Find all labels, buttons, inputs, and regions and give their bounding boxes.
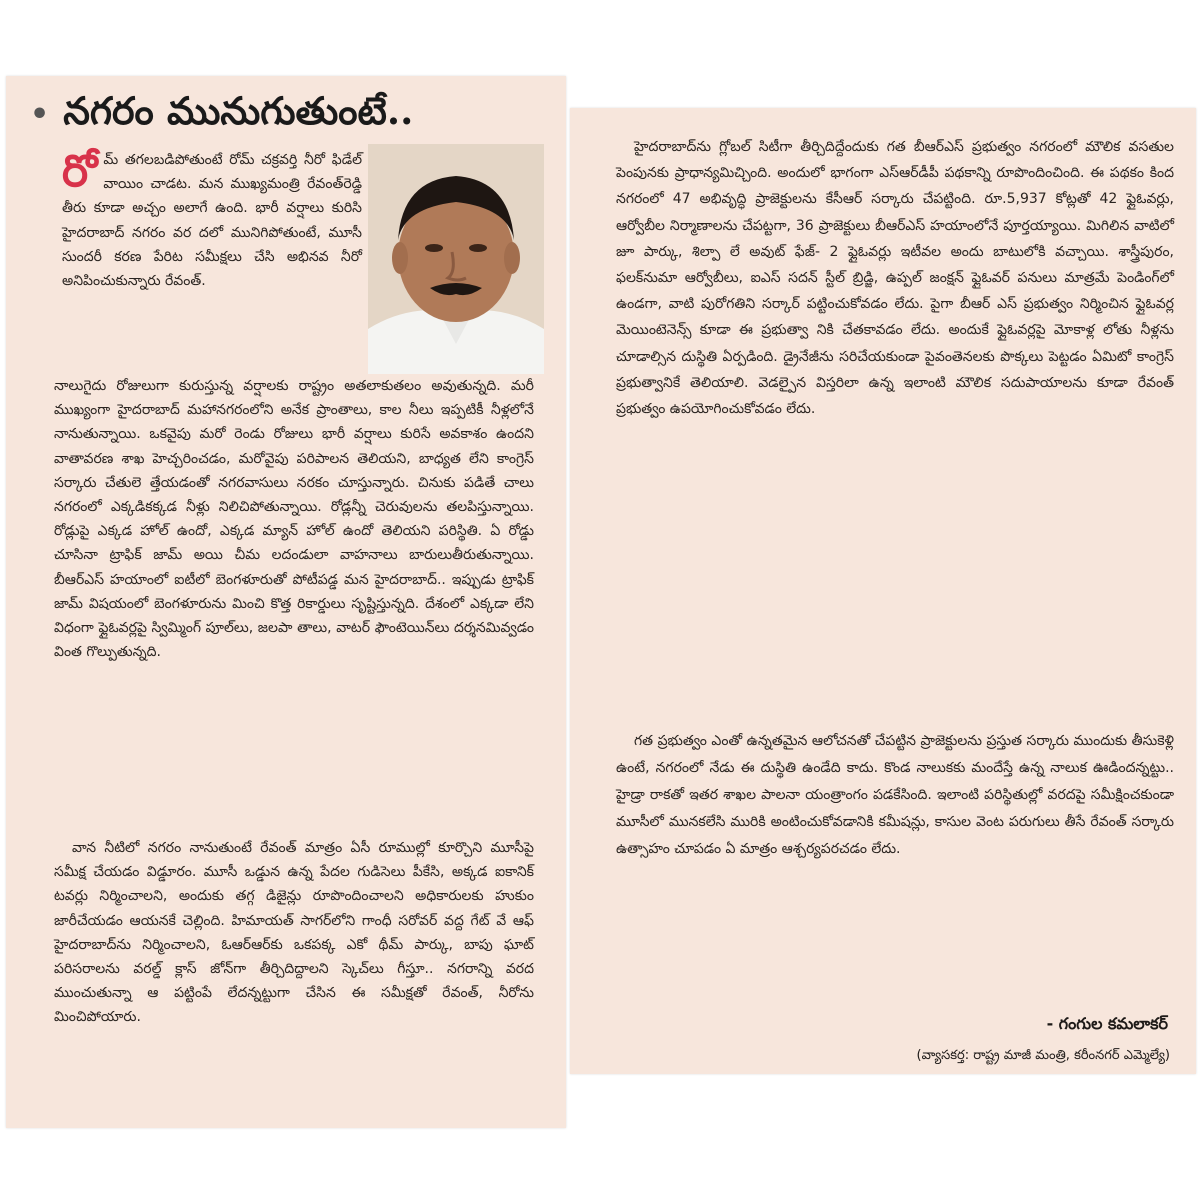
article-paragraph: హైదరాబాద్‌ను గ్లోబల్ సిటీగా తీర్చిదిద్దేందుకు గత బీఆర్ఎస్ ప్రభుత్వం నగరంలో మౌలిక వసతుల పెంపునకు ప్రాధాన్యమిచ్చింది. అందులో భాగంగా ఎస్ఆర్‌డీపీ పథకాన్ని రూపొందించింది. ఈ పథకం కింద నగరంలో 47 అభివృద్ధి ప్రాజెక్టులను కేసీఆర్ సర్కారు చేపట్టింది. రూ.5,937 కోట్లతో 42 ఫ్లైఓవర్లు, ఆర్వోబీల నిర్మాణాలను చేపట్టగా, 36 ప్రాజెక్టులు బీఆర్ఎస్ హయాంలోనే పూర్తయ్యాయి. మిగిలిన వాటిలో జూ పార్కు, శిల్పా లే అవుట్ ఫేజ్- 2 ఫ్లైఓవర్లు ఇటీవల అందు బాటులోకి వచ్చాయి. శాస్త్రీపురం, ఫలక్‌నుమా ఆర్వోబీలు, ఐఎస్ సదన్ స్టీల్ బ్రిడ్జి, ఉప్పల్ జంక్షన్ ఫ్లైఓవర్ పనులు మాత్రమే పెండింగ్‌లో ఉండగా, వాటి పురోగతిని సర్కార్ పట్టించుకోవడం లేదు. పైగా బీఆర్ ఎస్ ప్రభుత్వం నిర్మించిన ఫ్లైఓవర్ల మెయింటెనెన్స్ కూడా ఈ ప్రభుత్వా నికి చేతకావడం లేదు. అందుకే ఫ్లైఓవర్లపై మోకాళ్ల లోతు నీళ్లను చూడాల్సిన దుస్థితి ఏర్పడింది. డ్రైనేజీను సరిచేయకుండా పైవంతెనలకు పొక్కలు పెట్టడం ఏమిటో కాంగ్రెస్ ప్రభుత్వానికే తెలియాలి. వెడల్పైన విస్తరిలా ఉన్న ఇలాంటి మౌలిక సదుపాయాలను కూడా రేవంత్ ప్రభుత్వం ఉపయోగించుకోవడం లేదు. [616, 139, 1174, 418]
article-paragraph: గత ప్రభుత్వం ఎంతో ఉన్నతమైన ఆలోచనతో చేపట్టిన ప్రాజెక్టులను ప్రస్తుత సర్కారు ముందుకు తీసుకెళ్లి ఉంటే, నగరంలో నేడు ఈ దుస్థితి ఉండేది కాదు. కొండ నాలుకకు మందేస్తే ఉన్న నాలుక ఊడిందన్నట్టు.. హైడ్రా రాకతో ఇతర శాఖల పాలనా యంత్రాంగం పడకేసింది. ఇలాంటి పరిస్థితుల్లో వరదపై సమీక్షించకుండా మూసీలో మునకలేసి మురికి అంటించుకోవడానికి కమీషన్లు, కాసుల వెంట పరుగులు తీసే రేవంత్ సర్కారు ఉత్సాహం చూపడం ఏ మాత్రం ఆశ్చర్యపరచడం లేదు. [616, 733, 1174, 857]
right-clipping [570, 108, 1196, 1074]
dropcap: రో [62, 146, 98, 197]
article-intro-paragraph [62, 148, 362, 293]
headline-text: నగరం మునుగుతుంటే.. [63, 88, 414, 133]
article-paragraph: వాన నీటిలో నగరం నానుతుంటే రేవంత్ మాత్రం ఏసీ రూముల్లో కూర్చొని మూసీపై సమీక్ష చేయడం విడ్డూరం. మూసీ ఒడ్డున ఉన్న పేదల గుడిసెలు పీకేసి, అక్కడ ఐకానిక్ టవర్లు నిర్మించాలని, అందుకు తగ్గ డిజైన్లు రూపొందించాలని అధికారులకు హుకుం జారీచేయడం ఆయనకే చెల్లింది. హిమాయత్ సాగర్‌లోని గాంధీ సరోవర్ వద్ద గేట్ వే ఆఫ్ హైదరాబాద్‌ను నిర్మించాలని, ఓఆర్ఆర్‌కు ఒకపక్క ఎకో థీమ్ పార్కు, బాపు ఘాట్ పరిసరాలను వరల్డ్ క్లాస్ జోన్‌గా తీర్చిదిద్దాలని స్కెచ్‌లు గీస్తూ.. నగరాన్ని వరద ముంచుతున్నా ఆ పట్టింపే లేదన్నట్టుగా చేసిన ఈ సమీక్షతో రేవంత్, నీరోను మించిపోయారు. [54, 840, 534, 1026]
author-name: - గంగుల కమలాకర్ [1046, 1014, 1168, 1033]
intro-text: మ్ తగలబడిపోతుంటే రోమ్ చక్రవర్తి నీరో ఫిడేల్ వాయిం చాడట. మన ముఖ్యమంత్రి రేవంత్‌రెడ్డి తీరు కూడా అచ్చం అలాగే ఉంది. భారీ వర్షాలు కురిసి హైదరాబాద్ నగరం వర దలో మునిగిపోతుంటే, మూసీ సుందరీ కరణ పేరిట సమీక్షలు చేసి అభినవ నీరో అనిపించుకున్నారు రేవంత్. [62, 152, 362, 290]
left-clipping [6, 76, 566, 1128]
article-paragraph: నాలుగైదు రోజులుగా కురుస్తున్న వర్షాలకు రాష్ట్రం అతలాకుతలం అవుతున్నది. మరీ ముఖ్యంగా హైదరాబాద్ మహానగరంలోని అనేక ప్రాంతాలు, కాల నీలు ఇప్పటికీ నీళ్లలోనే నానుతున్నాయి. ఒకవైపు మరో రెండు రోజులు భారీ వర్షాలు కురిసే అవకాశం ఉందని వాతావరణ శాఖ హెచ్చరించడం, మరోవైపు పరిపాలన తెలియని, బాధ్యత లేని కాంగ్రెస్ సర్కారు చేతులె త్తేయడంతో నగరవాసులు నరకం చూస్తున్నారు. చినుకు పడితే చాలు నగరంలో ఎక్కడికక్కడ నీళ్లు నిలిచిపోతున్నాయి. రోడ్లన్నీ చెరువులను తలపిస్తున్నాయి. రోడ్లుపై ఎక్కడ హోల్ ఉందో, ఎక్కడ మ్యాన్ హోల్ ఉందో తెలియని పరిస్థితి. ఏ రోడ్డు చూసినా ట్రాఫిక్ జామ్ అయి చీమ లదండులా వాహనాలు బారులుతీరుతున్నాయి. బీఆర్ఎస్ హయాంలో ఐటీలో బెంగళూరుతో పోటీపడ్డ మన హైదరాబాద్.. ఇప్పుడు ట్రాఫిక్ జామ్ విషయంలో బెంగళూరును మించి కొత్త రికార్డులు సృష్టిస్తున్నది. దేశంలో ఎక్కడా లేని విధంగా ఫ్లైఓవర్లపై స్విమ్మింగ్ పూల్‌లు, జలపా తాలు, వాటర్ ఫౌంటెయిన్‌లు దర్శనమివ్వడం వింత గొల్పుతున్నది. [54, 378, 535, 661]
author-designation: (వ్యాసకర్త: రాష్ట్ర మాజీ మంత్రి, కరీంనగర్ ఎమ్మెల్యే) [916, 1048, 1170, 1063]
article-headline [30, 88, 413, 143]
bullet-icon: • [30, 97, 50, 132]
author-photo [368, 144, 544, 374]
